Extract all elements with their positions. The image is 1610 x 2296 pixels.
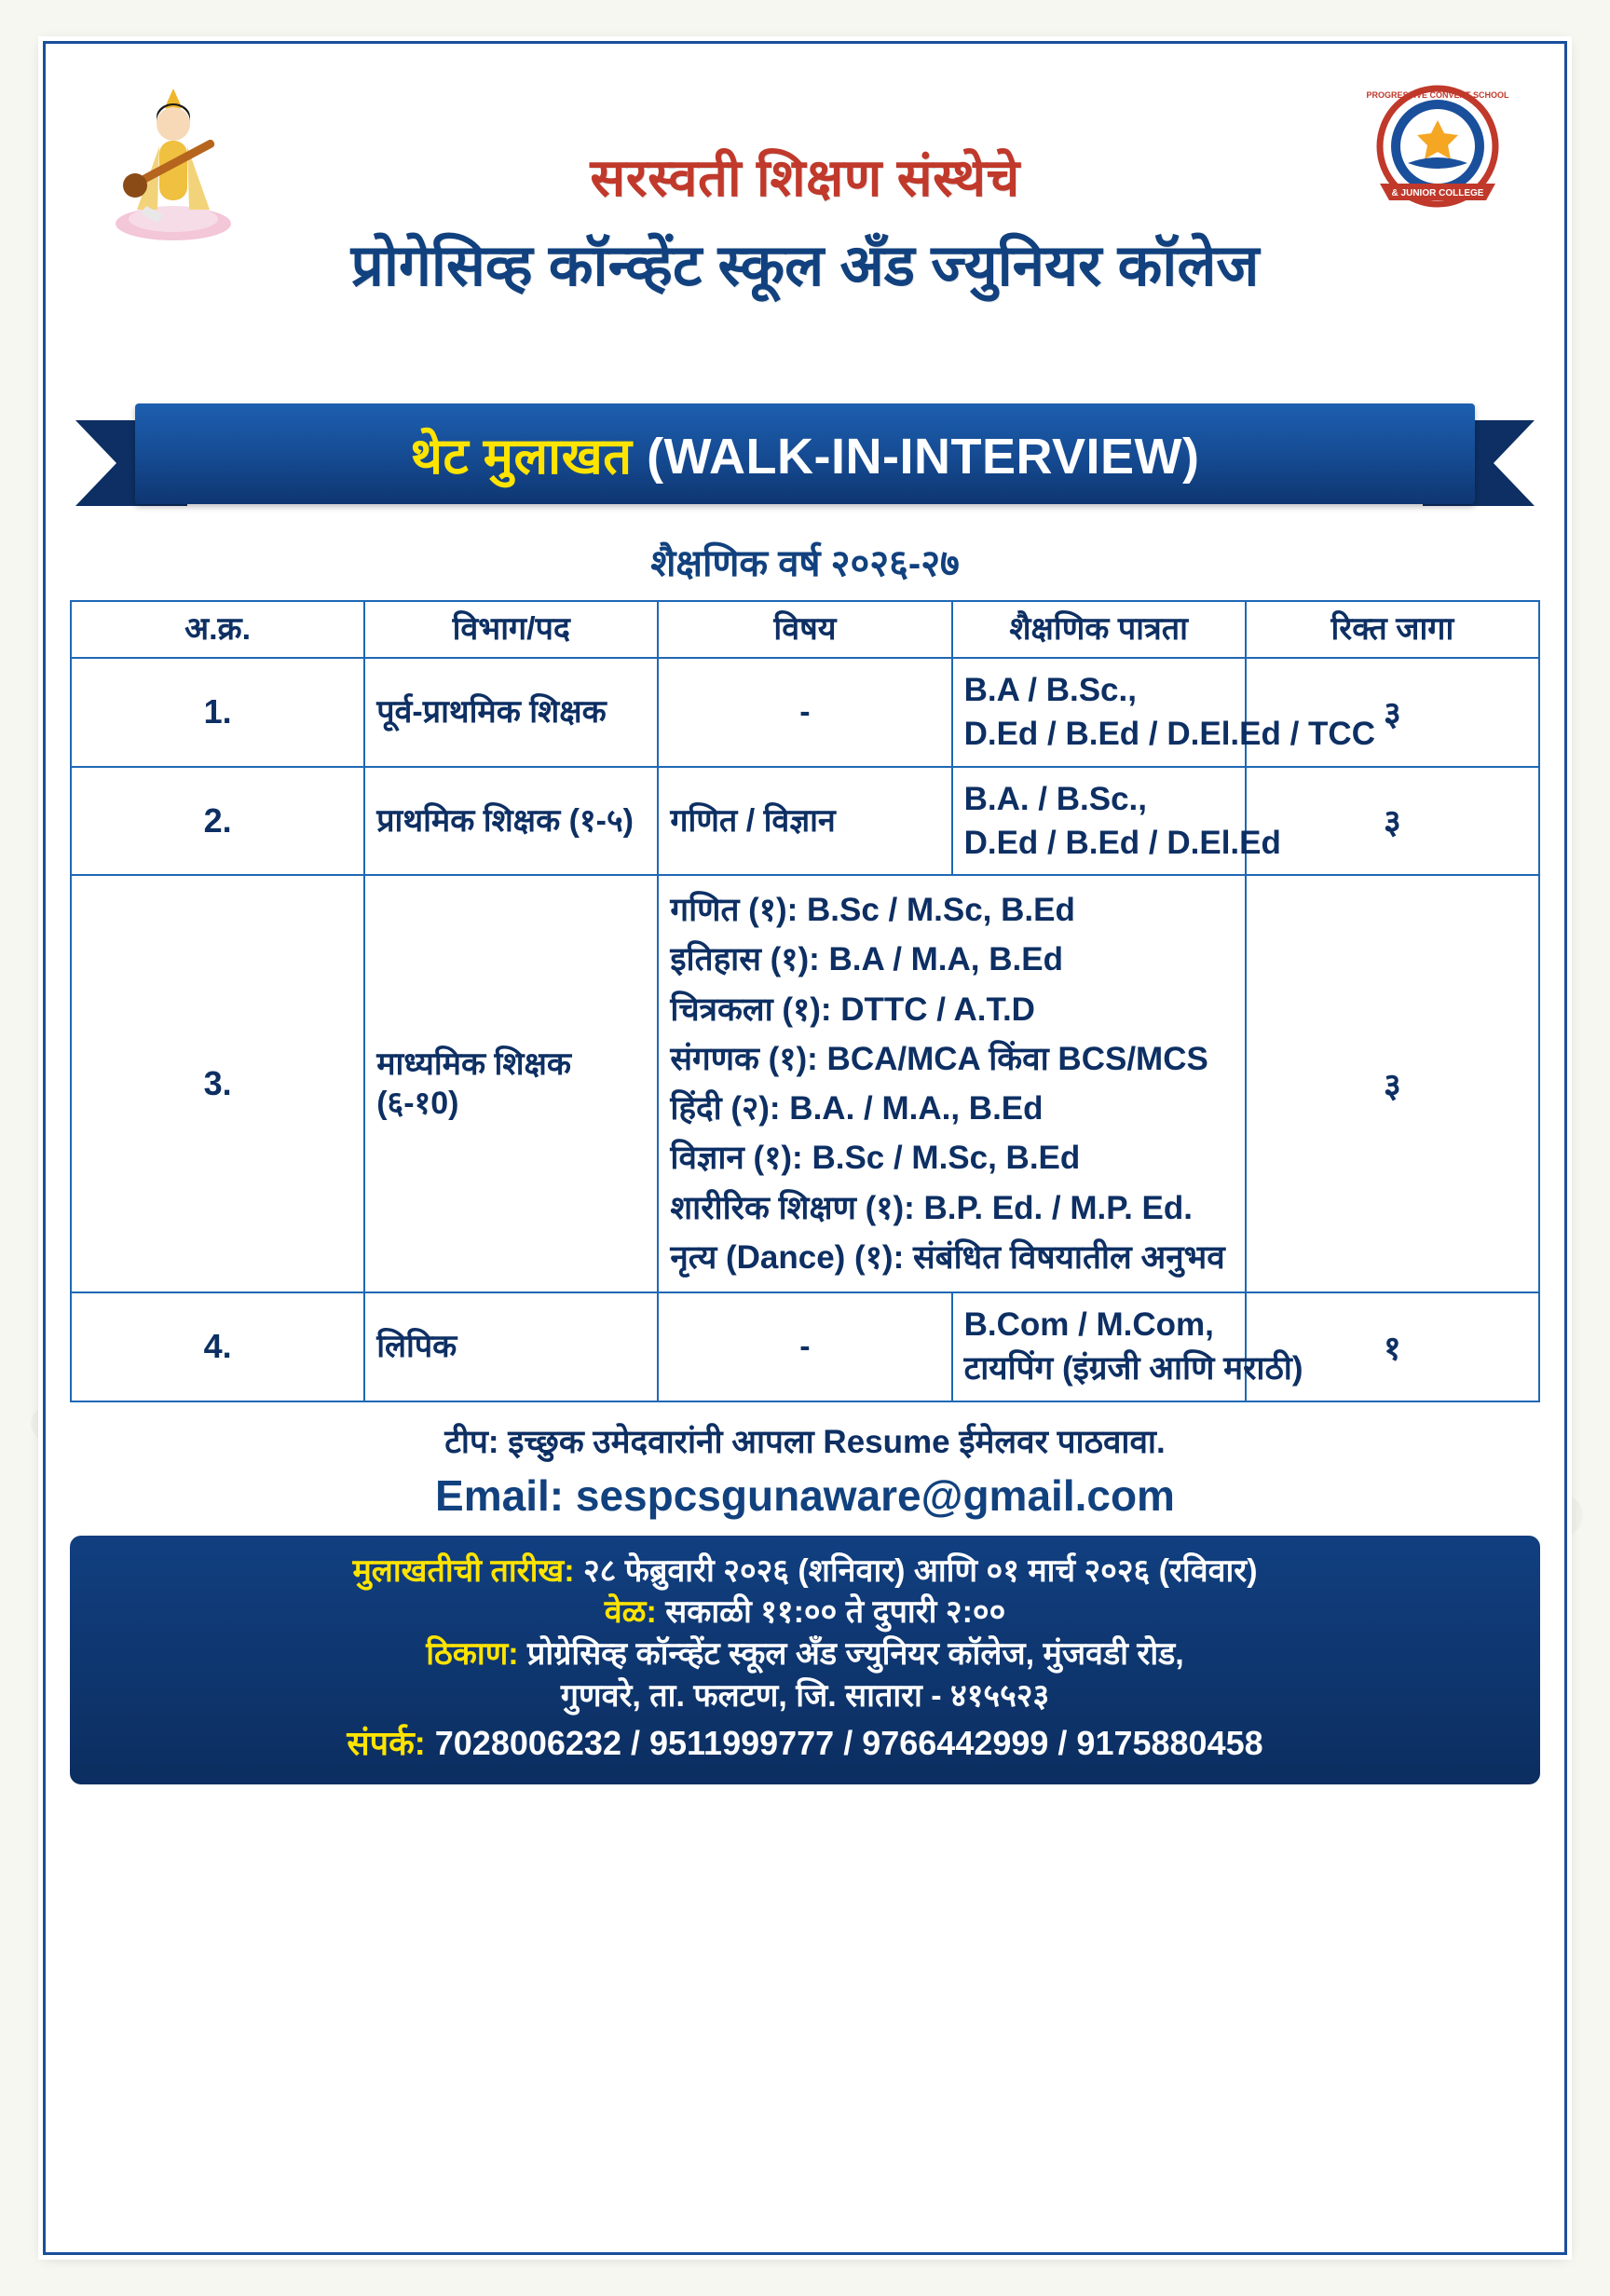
- header-department: विभाग/पद: [364, 601, 658, 658]
- contact-numbers: [90, 1721, 1520, 1766]
- svg-text:& JUNIOR COLLEGE: & JUNIOR COLLEGE: [1391, 188, 1484, 198]
- ribbon-banner: [70, 394, 1540, 534]
- vacancy-table: [70, 600, 1540, 1402]
- interview-date-label: मुलाखतीची तारीख:: [352, 1552, 575, 1589]
- poster-footer: [70, 1536, 1540, 1784]
- qualification-line: D.Ed / B.Ed / D.El.Ed / TCC: [963, 716, 1375, 753]
- row-sr: 4.: [71, 1292, 364, 1401]
- qualification-line: D.Ed / B.Ed / D.El.Ed: [963, 824, 1281, 861]
- contact-value[interactable]: 7028006232 / 9511999777 / 9766442999 / 9175880458: [425, 1724, 1263, 1763]
- qualification-line: B.A. / B.Sc.,: [963, 780, 1147, 817]
- qualification-line: हिंदी (२): B.A. / M.A., B.Ed: [670, 1090, 1044, 1128]
- ribbon-title: [410, 419, 1199, 488]
- interview-time-value: सकाळी ११:०० ते दुपारी २:००: [656, 1594, 1006, 1631]
- row-seats: ३: [1246, 875, 1539, 1292]
- row-sr: 3.: [71, 875, 364, 1292]
- svg-text:PROGRESSIVE CONVENT SCHOOL: PROGRESSIVE CONVENT SCHOOL: [1366, 90, 1509, 100]
- interview-time-label: वेळ:: [604, 1594, 657, 1631]
- school-name: प्रोगेसिव्ह कॉन्व्हेंट स्कूल अँड ज्युनियर कॉलेज: [350, 234, 1260, 298]
- recruitment-poster: [43, 41, 1567, 2255]
- row-seats: ३: [1246, 767, 1539, 876]
- interview-date: [90, 1551, 1520, 1592]
- table-row: [71, 1292, 1539, 1401]
- row-seats: १: [1246, 1292, 1539, 1401]
- row-department: माध्यमिक शिक्षक (६-१0): [364, 875, 658, 1292]
- row-department: प्राथमिक शिक्षक (१-५): [364, 767, 658, 876]
- qualification-line: चित्रकला (१): DTTC / A.T.D: [670, 991, 1035, 1028]
- interview-venue: [90, 1633, 1520, 1675]
- row-seats: ३: [1246, 658, 1539, 767]
- header-qualification: शैक्षणिक पात्रता: [952, 601, 1246, 658]
- qualification-line: टायपिंग (इंग्रजी आणि मराठी): [963, 1350, 1303, 1387]
- interview-venue-line2: गुणवरे, ता. फलटण, जि. सातारा - ४१५५२३: [560, 1678, 1050, 1715]
- ribbon-title-en: (WALK-IN-INTERVIEW): [647, 429, 1200, 485]
- table-row: [71, 658, 1539, 767]
- header-sr: अ.क्र.: [71, 601, 364, 658]
- qualification-line: संगणक (१): BCA/MCA किंवा BCS/MCS: [670, 1040, 1208, 1077]
- qualification-line: B.Com / M.Com,: [963, 1306, 1214, 1344]
- interview-venue-label: ठिकाण:: [426, 1636, 519, 1673]
- qualification-line: विज्ञान (१): B.Sc / M.Sc, B.Ed: [670, 1140, 1081, 1177]
- row-qualification: [952, 767, 1281, 876]
- row-qualification: [952, 658, 1375, 767]
- row-sr: 2.: [71, 767, 364, 876]
- row-subject: -: [658, 658, 951, 767]
- row-qualification: [952, 1292, 1303, 1401]
- saraswati-icon: [103, 70, 243, 247]
- ribbon-title-mr: थेट मुलाखत: [410, 429, 648, 485]
- qualification-line: इतिहास (१): B.A / M.A, B.Ed: [670, 941, 1063, 978]
- organization-name: सरस्वती शिक्षण संस्थेचे: [590, 148, 1020, 207]
- ribbon-body: [135, 403, 1475, 504]
- header-subject: विषय: [658, 601, 951, 658]
- email-address[interactable]: Email: sespcsgunaware@gmail.com: [435, 1470, 1175, 1520]
- table-row: [71, 767, 1539, 876]
- row-qualification: [658, 875, 1245, 1292]
- interview-venue-value: प्रोग्रेसिव्ह कॉन्व्हेंट स्कूल अँड ज्युनियर कॉलेज, मुंजवडी रोड,: [518, 1636, 1184, 1673]
- academic-year: शैक्षणिक वर्ष २०२६-२७: [650, 543, 960, 584]
- interview-date-value: २८ फेब्रुवारी २०२६ (शनिवार) आणि ०१ मार्च २०२६ (रविवार): [574, 1552, 1258, 1589]
- qualification-line: शारीरिक शिक्षण (१): B.P. Ed. / M.P. Ed.: [670, 1189, 1193, 1226]
- qualification-line: B.A / B.Sc.,: [963, 672, 1137, 709]
- row-subject: गणित / विज्ञान: [658, 767, 951, 876]
- contact-label: संपर्क:: [347, 1724, 426, 1763]
- qualification-line: नृत्य (Dance) (१): संबंधित विषयातील अनुभव: [670, 1238, 1225, 1276]
- resume-note: टीप: इच्छुक उमेदवारांनी आपला Resume ईमेलवर पाठवावा.: [444, 1423, 1166, 1460]
- interview-time: [90, 1592, 1520, 1633]
- row-sr: 1.: [71, 658, 364, 767]
- row-department: पूर्व-प्राथमिक शिक्षक: [364, 658, 658, 767]
- row-department: लिपिक: [364, 1292, 658, 1401]
- school-logo: [1363, 74, 1512, 223]
- header-seats: रिक्त जागा: [1246, 601, 1539, 658]
- row-subject: -: [658, 1292, 951, 1401]
- table-row: [71, 875, 1539, 1292]
- poster-header: [70, 61, 1540, 387]
- qualification-line: गणित (१): B.Sc / M.Sc, B.Ed: [670, 892, 1075, 929]
- table-header-row: [71, 601, 1539, 658]
